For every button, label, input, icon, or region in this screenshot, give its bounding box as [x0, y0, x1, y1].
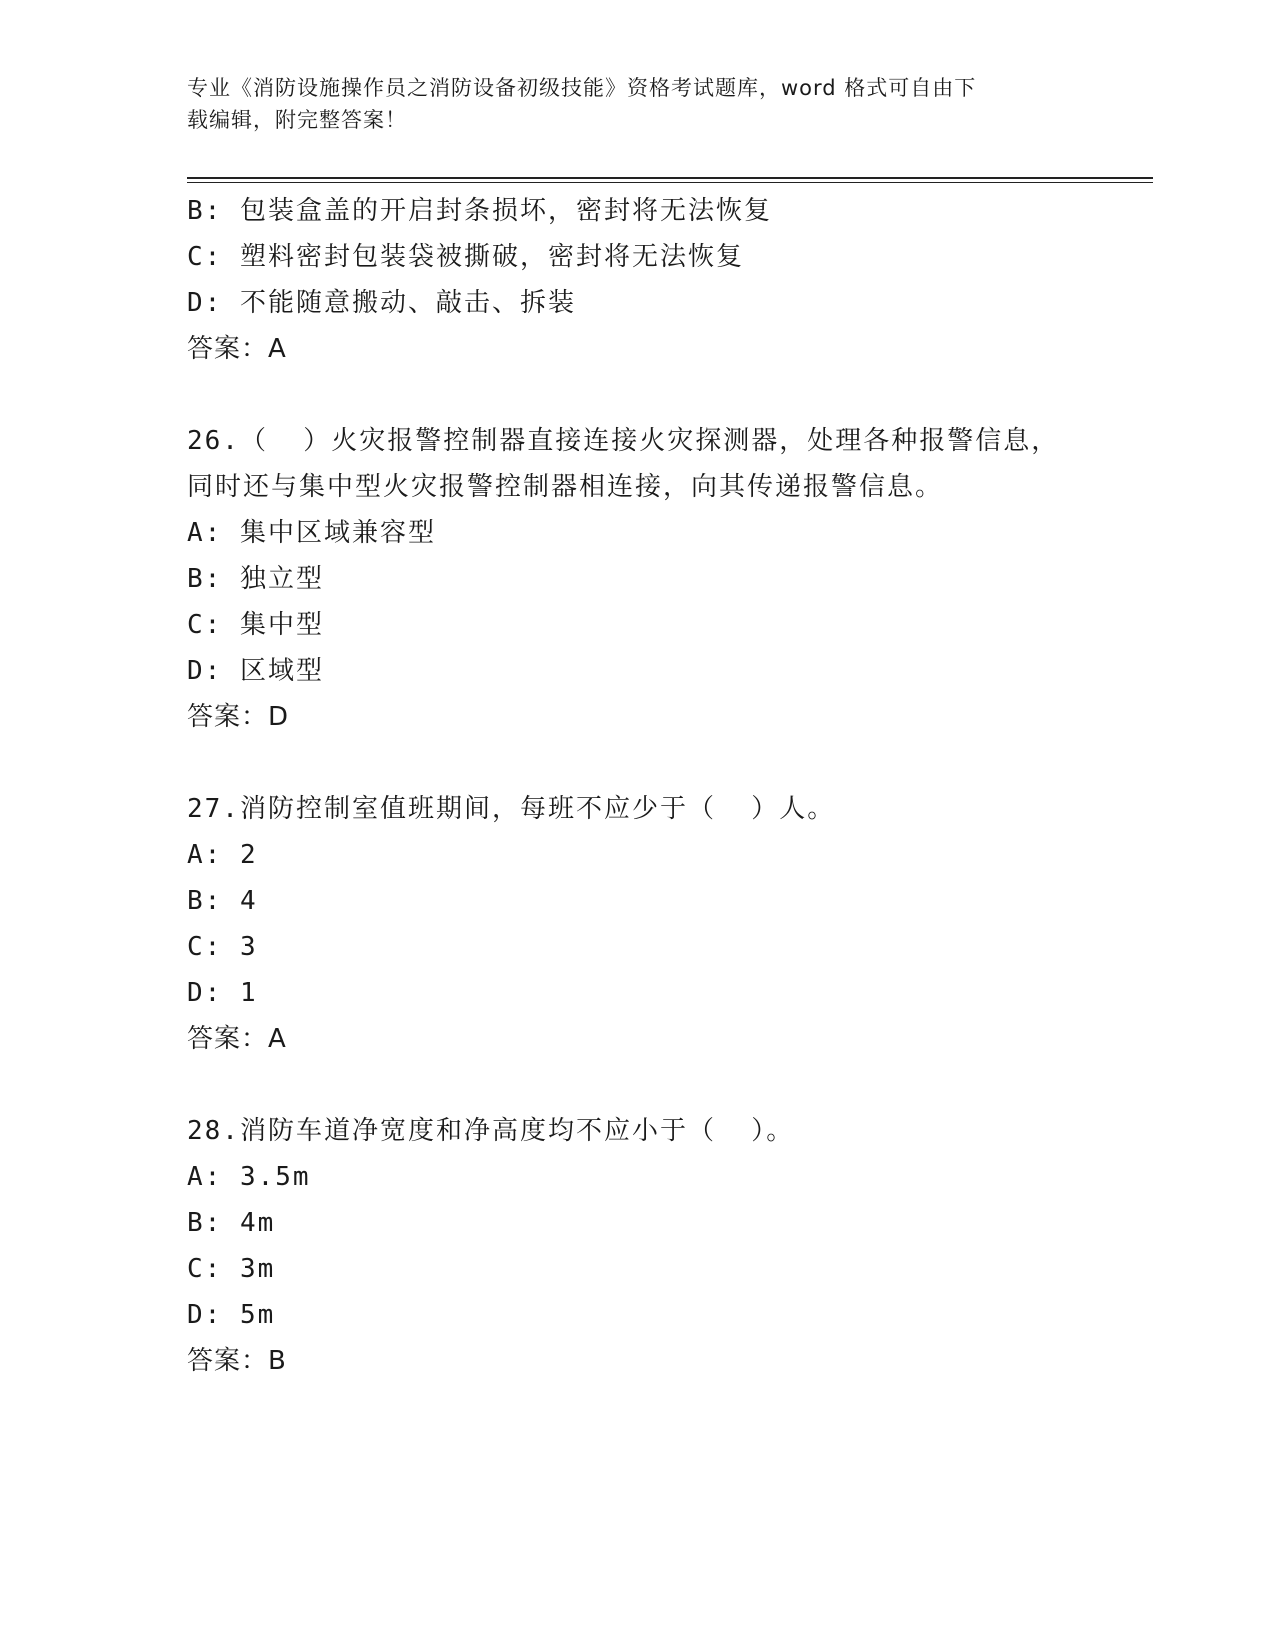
previous-question-tail — [187, 188, 1087, 372]
document-header — [187, 72, 1067, 136]
question-text-continued: 同时还与集中型火灾报警控制器相连接，向其传递报警信息。 — [187, 472, 944, 502]
option-d: D: 5m — [187, 1300, 276, 1330]
option-a: A: 3.5m — [187, 1162, 311, 1192]
header-line-2: 载编辑，附完整答案！ — [187, 108, 407, 132]
question-text: 27.消防控制室值班期间，每班不应少于（ ）人。 — [187, 794, 836, 824]
option-c: C: 塑料密封包装袋被撕破，密封将无法恢复 — [187, 242, 744, 272]
spacer — [187, 1062, 1087, 1108]
question-27 — [187, 786, 1087, 1062]
option-d: D: 1 — [187, 978, 258, 1008]
spacer — [187, 740, 1087, 786]
answer: 答案：A — [187, 334, 287, 364]
question-28 — [187, 1108, 1087, 1384]
option-d: D: 区域型 — [187, 656, 324, 686]
answer: 答案：B — [187, 1346, 287, 1376]
option-d: D: 不能随意搬动、敲击、拆装 — [187, 288, 576, 318]
header-divider-thick — [187, 177, 1153, 179]
header-divider-thin — [187, 182, 1153, 183]
header-line-1: 专业《消防设施操作员之消防设备初级技能》资格考试题库，word 格式可自由下 — [187, 76, 977, 100]
question-text: 28.消防车道净宽度和净高度均不应小于（ ）。 — [187, 1116, 795, 1146]
option-c: C: 3 — [187, 932, 258, 962]
question-content — [187, 188, 1087, 1384]
option-b: B: 4m — [187, 1208, 276, 1238]
option-b: B: 包装盒盖的开启封条损坏，密封将无法恢复 — [187, 196, 772, 226]
answer: 答案：A — [187, 1024, 287, 1054]
option-c: C: 集中型 — [187, 610, 324, 640]
option-a: A: 集中区域兼容型 — [187, 518, 436, 548]
question-text: 26.（ ）火灾报警控制器直接连接火灾探测器，处理各种报警信息， — [187, 426, 1060, 456]
option-a: A: 2 — [187, 840, 258, 870]
option-c: C: 3m — [187, 1254, 276, 1284]
option-b: B: 4 — [187, 886, 258, 916]
option-b: B: 独立型 — [187, 564, 324, 594]
question-26 — [187, 418, 1087, 740]
answer: 答案：D — [187, 702, 290, 732]
spacer — [187, 372, 1087, 418]
